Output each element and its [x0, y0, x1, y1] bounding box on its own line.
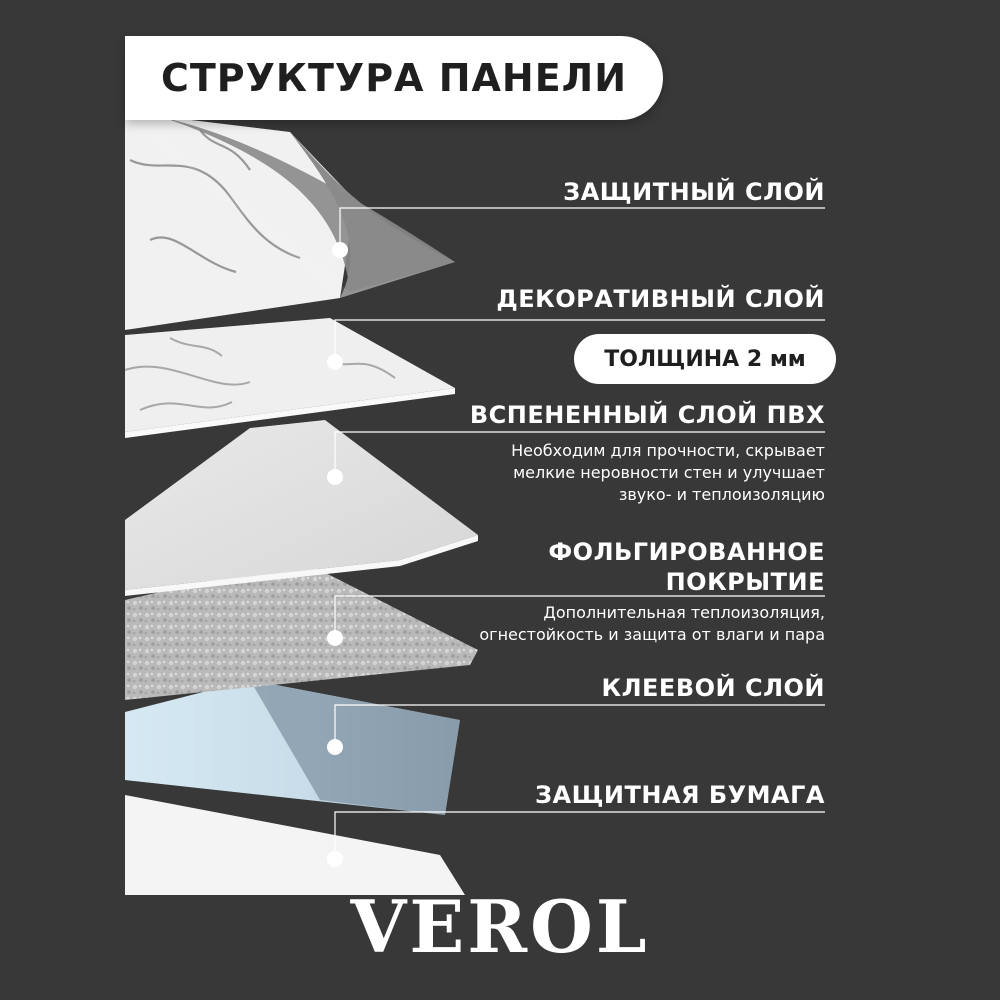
label-protective-paper: ЗАЩИТНАЯ БУМАГА — [534, 781, 825, 809]
desc-foam-line-3: звуко- и теплоизоляцию — [618, 485, 825, 504]
brand-logo: VEROL — [350, 884, 650, 969]
marker-decorative — [327, 354, 343, 370]
thickness-badge — [574, 334, 836, 384]
marker-paper — [327, 851, 343, 867]
marker-foil — [327, 630, 343, 646]
label-protective-layer: ЗАЩИТНЫЙ СЛОЙ — [563, 178, 825, 206]
desc-foam-line-2: мелкие неровности стен и улучшает — [513, 463, 825, 482]
label-foil-layer-line-1: ФОЛЬГИРОВАННОЕ — [548, 538, 825, 566]
marker-protective — [332, 242, 348, 258]
marker-foam — [327, 469, 343, 485]
layer-foam-pvc — [125, 420, 478, 590]
marker-adhesive — [327, 739, 343, 755]
label-foil-layer-line-2: ПОКРЫТИЕ — [665, 568, 825, 596]
desc-foil-line-2: огнестойкость и защита от влаги и пара — [479, 625, 825, 644]
desc-foil-line-1: Дополнительная теплоизоляция, — [543, 603, 825, 622]
page-title: СТРУКТУРА ПАНЕЛИ — [160, 56, 628, 100]
title-banner — [125, 36, 663, 120]
label-decorative-layer: ДЕКОРАТИВНЫЙ СЛОЙ — [496, 285, 825, 313]
desc-foam-line-1: Необходим для прочности, скрывает — [511, 441, 825, 460]
label-foam-layer: ВСПЕНЕННЫЙ СЛОЙ ПВХ — [469, 401, 825, 429]
label-adhesive-layer: КЛЕЕВОЙ СЛОЙ — [601, 674, 825, 702]
thickness-text: ТОЛЩИНА 2 мм — [604, 346, 806, 372]
